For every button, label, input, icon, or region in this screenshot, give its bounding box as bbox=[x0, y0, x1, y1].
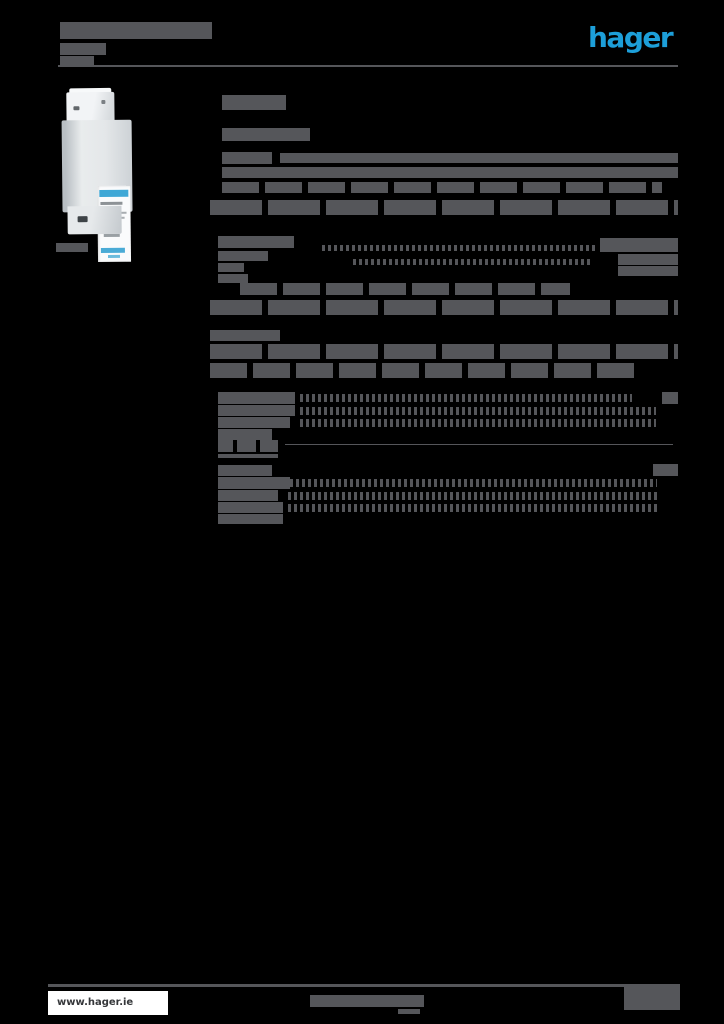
redacted-text-bar bbox=[653, 464, 678, 476]
redacted-text-bar bbox=[218, 405, 295, 416]
redacted-text-bar bbox=[310, 995, 424, 1007]
redacted-leader-dots bbox=[290, 479, 657, 487]
photo-module-body bbox=[62, 120, 133, 213]
redacted-leader-dots bbox=[300, 394, 632, 402]
photo-label-blue-mark bbox=[108, 255, 120, 258]
redacted-text-bar bbox=[237, 440, 256, 452]
redacted-text-bar bbox=[218, 392, 295, 404]
horizontal-rule bbox=[285, 444, 673, 445]
footer-website-link[interactable]: www.hager.ie bbox=[57, 997, 134, 1008]
redacted-text-bar bbox=[280, 153, 678, 163]
redacted-text-bar bbox=[218, 251, 268, 261]
horizontal-rule bbox=[48, 984, 680, 987]
redacted-text-bar bbox=[60, 22, 212, 39]
redacted-text-bar bbox=[222, 95, 286, 110]
redacted-text-bar bbox=[218, 417, 290, 428]
redacted-text-bar bbox=[218, 454, 278, 458]
photo-label-text-line bbox=[100, 202, 122, 205]
footer-website-box bbox=[48, 991, 168, 1015]
redacted-text-bar bbox=[218, 465, 272, 476]
redacted-text-bar bbox=[56, 243, 88, 252]
redacted-leader-dots bbox=[288, 504, 657, 512]
redacted-text-bar bbox=[600, 238, 678, 252]
redacted-text-bar bbox=[222, 182, 662, 193]
redacted-text-bar bbox=[398, 1009, 420, 1014]
redacted-text-bar bbox=[218, 274, 248, 283]
redacted-text-bar bbox=[240, 283, 570, 295]
redacted-text-bar bbox=[210, 330, 280, 341]
redacted-text-bar bbox=[260, 440, 278, 452]
redacted-text-bar bbox=[222, 167, 678, 178]
redacted-text-bar bbox=[222, 152, 272, 164]
redacted-leader-dots bbox=[300, 419, 656, 427]
redacted-leader-dots bbox=[288, 492, 657, 500]
redacted-text-bar bbox=[618, 266, 678, 276]
photo-terminal-slot bbox=[78, 216, 88, 222]
redacted-text-bar bbox=[218, 502, 283, 513]
redacted-text-bar bbox=[662, 392, 678, 404]
redacted-text-bar bbox=[210, 200, 678, 215]
redacted-text-bar bbox=[210, 363, 634, 378]
product-photo bbox=[61, 88, 143, 236]
redacted-text-bar bbox=[218, 490, 278, 501]
photo-screw-slot bbox=[101, 100, 105, 104]
redacted-leader-dots bbox=[300, 407, 656, 415]
photo-label-blue-mark bbox=[101, 248, 125, 253]
photo-label-text-line bbox=[104, 234, 120, 237]
redacted-leader-dots bbox=[353, 259, 593, 265]
redacted-text-bar bbox=[624, 984, 680, 1010]
redacted-text-bar bbox=[218, 263, 244, 272]
horizontal-rule bbox=[58, 65, 678, 67]
redacted-text-bar bbox=[60, 56, 94, 65]
redacted-text-bar bbox=[618, 254, 678, 265]
redacted-text-bar bbox=[218, 514, 283, 524]
redacted-text-bar bbox=[218, 477, 290, 489]
redacted-text-bar bbox=[218, 429, 272, 440]
redacted-text-bar bbox=[210, 344, 678, 359]
photo-screw-slot bbox=[73, 106, 79, 110]
photo-label-blue-stripe bbox=[99, 190, 128, 197]
redacted-text-bar bbox=[60, 43, 106, 55]
redacted-text-bar bbox=[218, 236, 294, 248]
photo-bottom-terminal bbox=[67, 206, 121, 235]
redacted-text-bar bbox=[210, 300, 678, 315]
redacted-text-bar bbox=[218, 440, 233, 452]
redacted-text-bar bbox=[222, 128, 310, 141]
redacted-leader-dots bbox=[322, 245, 598, 251]
hager-logo: hager bbox=[588, 21, 673, 54]
